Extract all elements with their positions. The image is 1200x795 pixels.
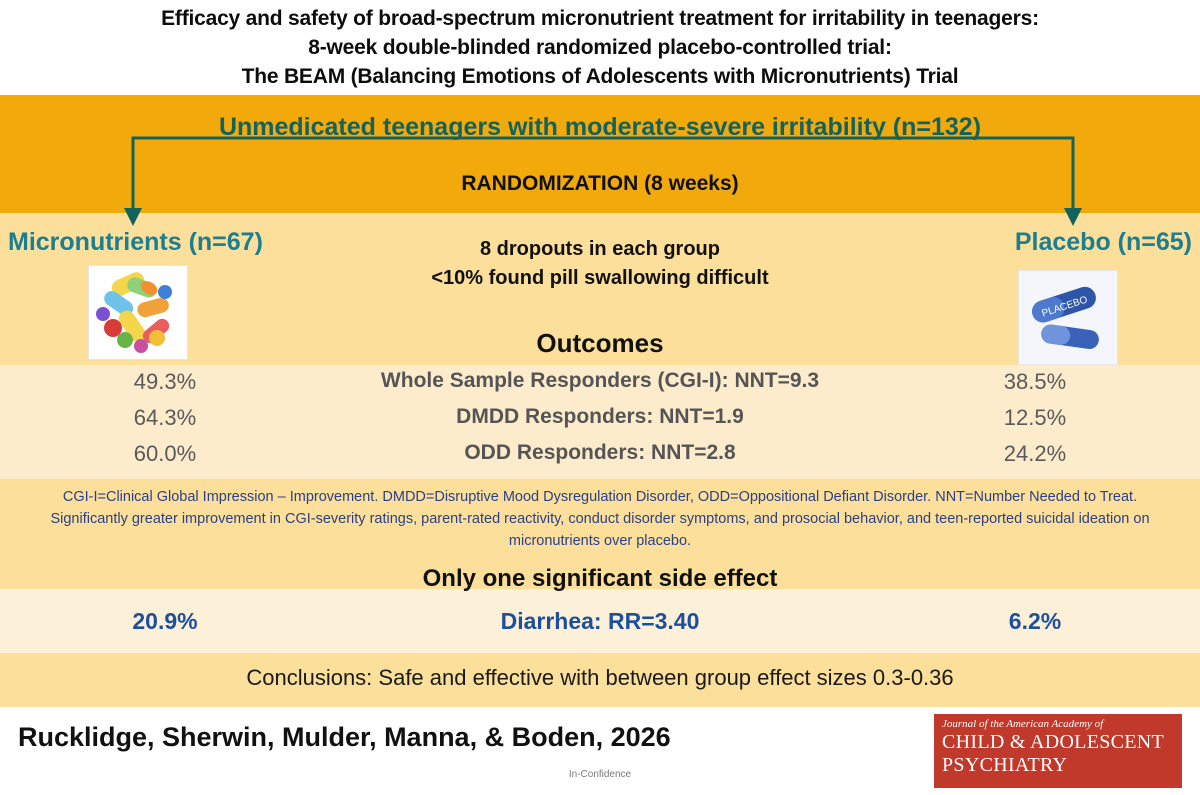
journal-logo [934,714,1182,788]
placebo-capsules-image [1018,270,1118,365]
side-effect-row [0,608,1200,640]
journal-logo-line-2: CHILD & ADOLESCENT [942,731,1165,753]
title-line-1: Efficacy and safety of broad-spectrum micronutrient treatment for irritability in teenagers: [161,7,1039,30]
dropouts-note [300,235,900,293]
dropouts-line-2: <10% found pill swallowing difficult [431,267,769,289]
outcome-value-right: 38.5% [1003,369,1067,394]
conclusion-text: Conclusions: Safe and effective with between group effect sizes 0.3-0.36 [246,665,954,690]
outcome-row [0,441,1200,471]
confidentiality-note: In-Confidence [568,769,632,780]
side-effect-value-left: 20.9% [132,608,198,634]
title-line-2: 8-week double-blinded randomized placebo-controlled trial: [308,36,892,59]
arm-label-placebo: Placebo (n=65) [1014,228,1192,256]
arm-label-micronutrients: Micronutrients (n=67) [8,228,263,256]
outcome-row [0,369,1200,399]
side-effect-heading: Only one significant side effect [422,565,778,592]
outcomes-heading: Outcomes [536,328,664,358]
dropouts-line-1: 8 dropouts in each group [479,238,720,260]
journal-logo-line-1: Journal of the American Academy of [942,718,1104,730]
outcome-description: ODD Responders: NNT=2.8 [464,441,736,464]
outcome-value-left: 49.3% [133,369,197,394]
outcome-description: DMDD Responders: NNT=1.9 [456,405,744,428]
journal-logo-line-3: PSYCHIATRY [942,754,1068,776]
outcome-value-right: 12.5% [1003,405,1067,430]
cohort-headline: Unmedicated teenagers with moderate-severe irritability (n=132) [218,113,982,141]
randomization-label: RANDOMIZATION (8 weeks) [461,172,739,195]
side-effect-description: Diarrhea: RR=3.40 [500,608,700,634]
outcome-value-right: 24.2% [1003,441,1067,466]
side-effect-value-right: 6.2% [1008,608,1062,634]
page-title [0,4,1200,91]
outcome-row [0,405,1200,435]
abbreviations-footnote: CGI-I=Clinical Global Impression – Improvement. DMDD=Disruptive Mood Dysregulation Disorder, ODD=Oppositional Defiant Disorder. NNT=Number Needed to Treat. Significantly greater improvement in CGI-severity ratings, parent-rated reactivity, conduct disorder symptoms, and prosocial behavior, and teen-reported suicidal ideation on micronutrients over placebo. [50,489,1150,549]
outcome-value-left: 64.3% [133,405,197,430]
outcome-value-left: 60.0% [133,441,197,466]
svg-text:PLACEBO: PLACEBO [1040,294,1089,320]
citation-text: Rucklidge, Sherwin, Mulder, Manna, & Boden, 2026 [18,722,671,752]
outcome-description: Whole Sample Responders (CGI-I): NNT=9.3 [380,369,820,392]
micronutrient-capsules-image [88,265,188,360]
title-line-3: The BEAM (Balancing Emotions of Adolescents with Micronutrients) Trial [241,65,959,88]
